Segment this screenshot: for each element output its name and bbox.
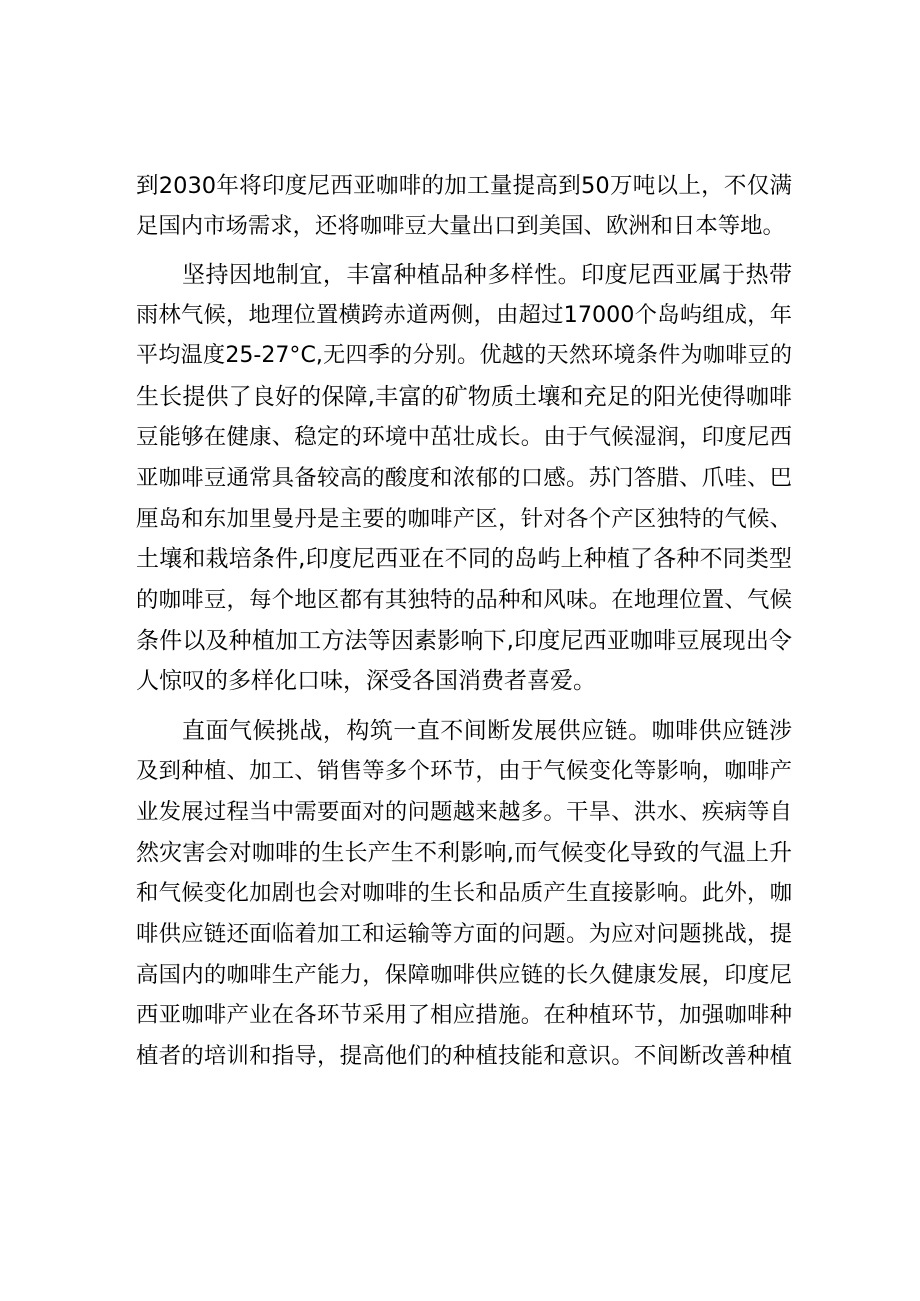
text-line: 足国内市场需求，还将咖啡豆大量出口到美国、欧洲和日本等地。 [136, 213, 785, 239]
text-line: 豆能够在健康、稳定的环境中茁壮成长。由于气候湿润，印度尼西 [136, 424, 792, 450]
text-line: 的咖啡豆，每个地区都有其独特的品种和风味。在地理位置、气候 [136, 587, 792, 613]
text-line: 植者的培训和指导，提高他们的种植技能和意识。不间断改善种植 [136, 1043, 792, 1069]
text-line: 雨林气候，地理位置横跨赤道两侧，由超过17000个岛屿组成，年 [136, 302, 792, 328]
text-line: 厘岛和东加里曼丹是主要的咖啡产区，针对各个产区独特的气候、 [136, 506, 792, 532]
text-line: 人惊叹的多样化口味，深受各国消费者喜爱。 [136, 668, 596, 694]
text-line: 然灾害会对咖啡的生长产生不利影响,而气候变化导致的气温上升 [136, 840, 792, 866]
text-line: 亚咖啡豆通常具备较高的酸度和浓郁的口感。苏门答腊、爪哇、巴 [136, 465, 792, 491]
text-line: 条件以及种植加工方法等因素影响下,印度尼西亚咖啡豆展现出令 [136, 628, 792, 654]
text-line: 及到种植、加工、销售等多个环节，由于气候变化等影响，咖啡产 [136, 758, 792, 784]
text-line: 西亚咖啡产业在各环节采用了相应措施。在种植环节，加强咖啡种 [136, 1002, 792, 1028]
text-line: 土壤和栽培条件,印度尼西亚在不同的岛屿上种植了各种不同类型 [136, 546, 792, 572]
text-line: 到2030年将印度尼西亚咖啡的加工量提高到50万吨以上，不仅满 [136, 173, 792, 199]
text-line: 和气候变化加剧也会对咖啡的生长和品质产生直接影响。此外，咖 [136, 880, 792, 906]
text-line: 直面气候挑战，构筑一直不间断发展供应链。咖啡供应链涉 [182, 718, 792, 744]
text-line: 高国内的咖啡生产能力，保障咖啡供应链的长久健康发展，印度尼 [136, 962, 792, 988]
text-line: 业发展过程当中需要面对的问题越来越多。干旱、洪水、疾病等自 [136, 799, 792, 825]
text-line: 坚持因地制宜，丰富种植品种多样性。印度尼西亚属于热带 [182, 262, 792, 288]
text-line: 平均温度25-27°C,无四季的分别。优越的天然环境条件为咖啡豆的 [136, 343, 792, 368]
text-line: 啡供应链还面临着加工和运输等方面的问题。为应对问题挑战，提 [136, 921, 792, 947]
text-line: 生长提供了良好的保障,丰富的矿物质土壤和充足的阳光使得咖啡 [136, 384, 792, 410]
